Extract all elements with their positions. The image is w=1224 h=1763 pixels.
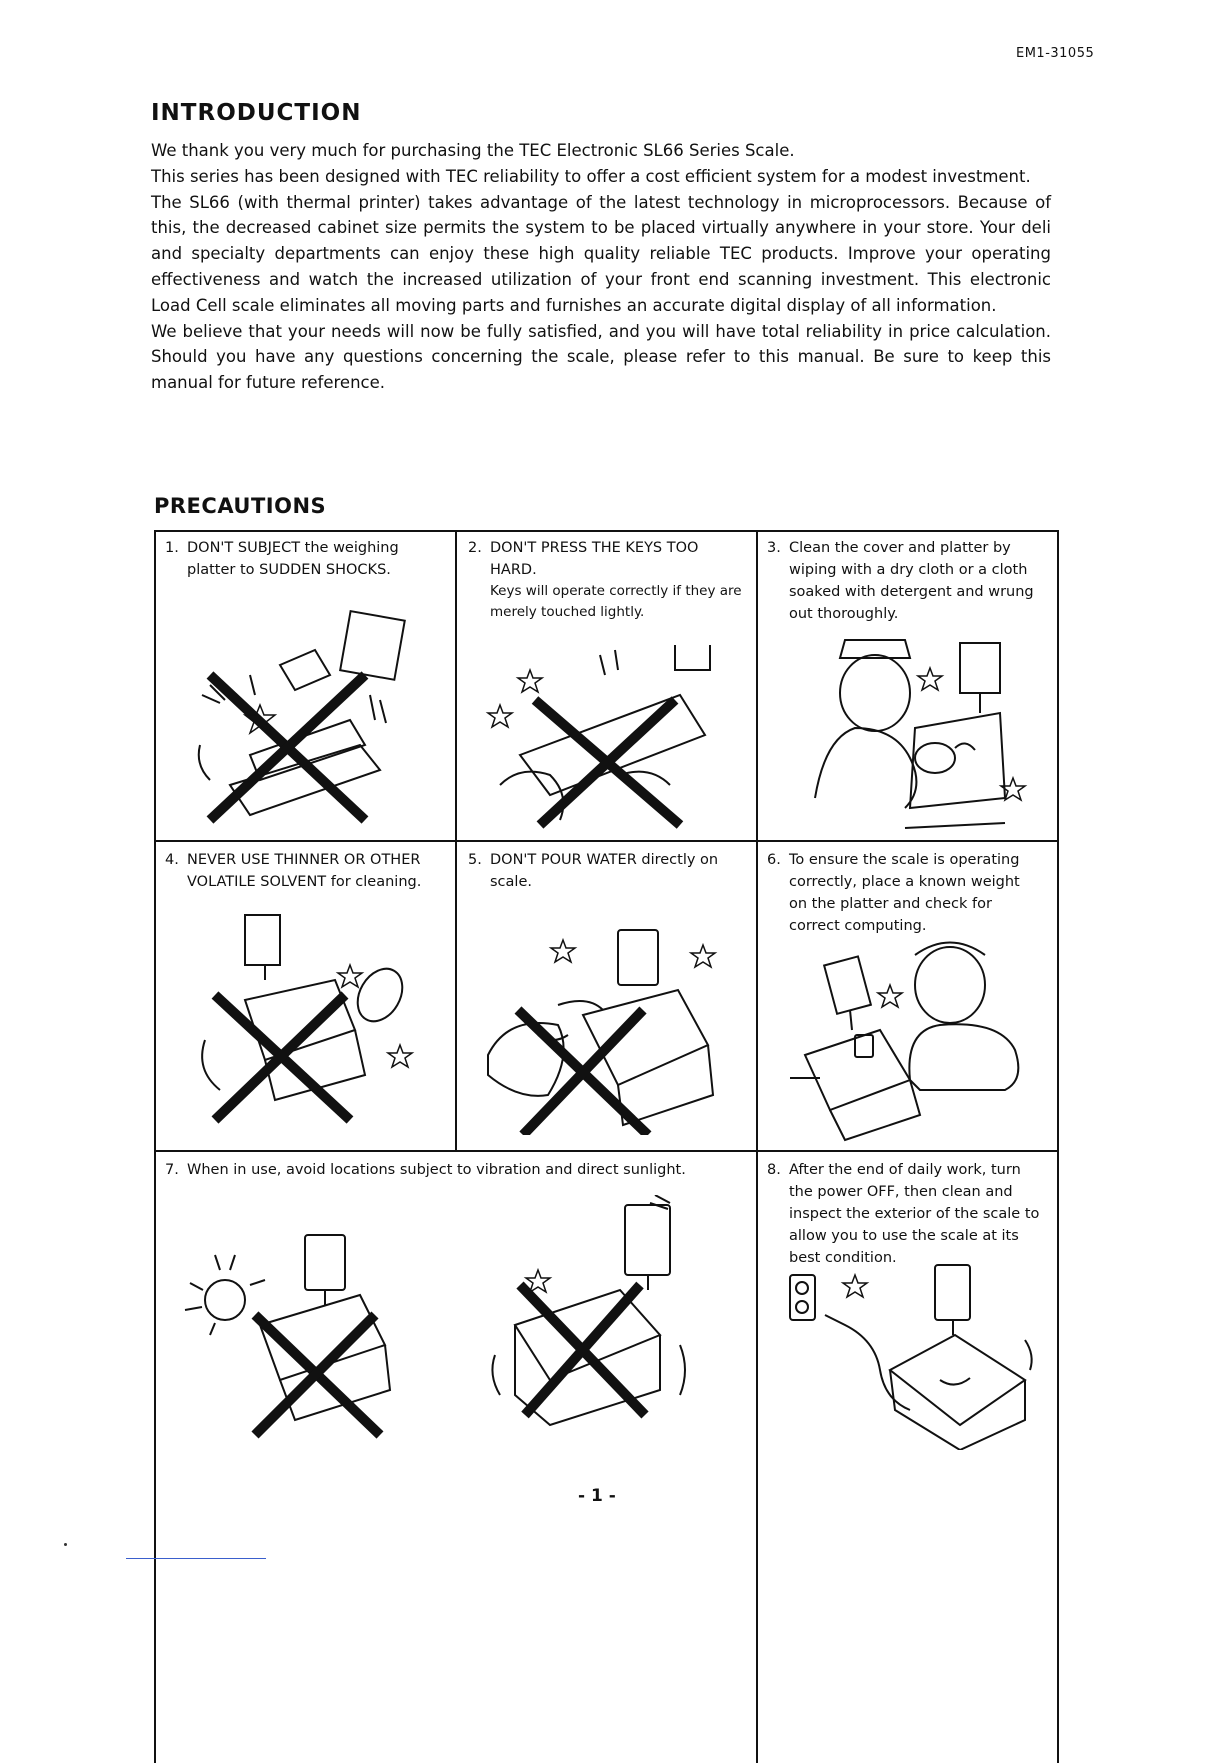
vibration-sunlight-illustration [170,1195,725,1440]
table-divider [154,840,1059,842]
shock-illustration [190,605,420,830]
precaution-item-6: 6. To ensure the scale is operating correctly, place a known weight on the platter and check for correct computing. [767,852,1020,934]
precaution-item-3: 3. Clean the cover and platter by wiping with a dry cloth or a cloth soaked with detergent and wrung out thoroughly. [767,540,1034,622]
table-border-right [1057,530,1059,1763]
footer-line [126,1558,266,1559]
table-divider [756,530,758,1763]
table-divider [154,1150,1059,1152]
power-off-illustration [785,1260,1040,1450]
precaution-item-8: 8. After the end of daily work, turn the power OFF, then clean and inspect the exterior of the scale to allow you to use the scale at its best condition. [767,1162,1040,1266]
precaution-item-7: 7. When in use, avoid locations subject to vibration and direct sunlight. [165,1162,686,1178]
intro-paragraph: The SL66 (with thermal printer) takes advantage of the latest technology in microprocessors. Because of this, the decreased cabinet size permits the system to be placed virtually anywhere in your store. Your deli and specialty departments can enjoy these high quality reliable TEC products. Improve your operating effectiveness and watch the increased utilization of your front end scanning investment. This electronic Load Cell scale eliminates all moving parts and furnishes an accurate digital display of all information. [151,192,1051,315]
scan-speck [64,1543,67,1546]
solvent-illustration [185,910,425,1125]
intro-paragraph: We thank you very much for purchasing the TEC Electronic SL66 Series Scale. [151,141,795,160]
intro-paragraph: This series has been designed with TEC reliability to offer a cost efficient system for a modest investment. [151,166,1031,186]
introduction-heading: INTRODUCTION [151,100,362,126]
table-border-top [154,530,1059,532]
cleaning-illustration [785,628,1030,833]
document-id: EM1-31055 [1016,46,1095,61]
introduction-body [151,138,1051,396]
table-border-left [154,530,156,1763]
precautions-heading: PRECAUTIONS [154,494,327,518]
page-number: - 1 - [578,1486,616,1506]
keys-illustration [480,625,730,830]
precaution-item-4: 4. NEVER USE THINNER OR OTHER VOLATILE SOLVENT for cleaning. [165,852,422,890]
water-illustration [478,925,733,1135]
precaution-item-2: 2. DON'T PRESS THE KEYS TOO HARD. Keys will operate correctly if they are merely touched lightly. [468,540,742,620]
precaution-item-1: 1. DON'T SUBJECT the weighing platter to SUDDEN SHOCKS. [165,540,399,578]
known-weight-illustration [790,930,1035,1145]
intro-paragraph: We believe that your needs will now be fully satisfied, and you will have total reliability in price calculation. Should you have any questions concerning the scale, please refer to this manual. Be sure to keep this manual for future reference. [151,321,1051,393]
precaution-item-5: 5. DON'T POUR WATER directly on scale. [468,852,719,890]
